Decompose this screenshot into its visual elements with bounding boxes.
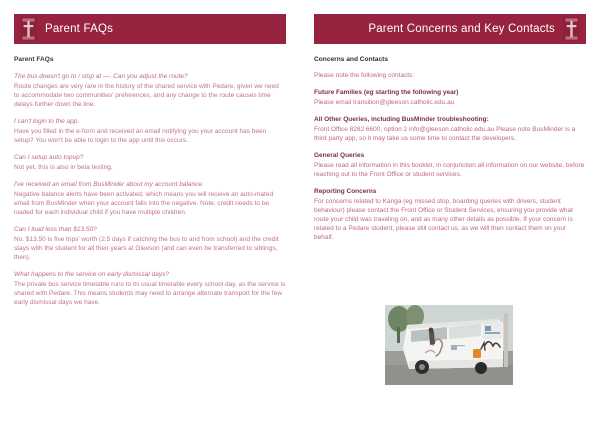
right-content <box>314 44 586 242</box>
faq-question: The bus doesn't go to / stop at —. Can you adjust the route? <box>14 73 188 80</box>
faq-item <box>14 270 286 307</box>
faq-question: Can I setup auto topup? <box>14 154 84 161</box>
crucifix-icon <box>20 17 37 41</box>
faq-item <box>14 180 286 217</box>
contact-block-body: Front Office 8282 6600, option 2 info@gleeson.catholic.edu.au Please note BusMinder is a third party app, so it may take us some time to contact the developers. <box>314 126 576 142</box>
contact-block-heading: All Other Queries, including BusMinder troubleshooting: <box>314 116 489 123</box>
contact-block-heading: Reporting Concerns <box>314 188 377 195</box>
contact-block <box>314 115 586 143</box>
left-content <box>14 44 286 307</box>
faq-item <box>14 225 286 262</box>
faq-item <box>14 117 286 145</box>
left-section-title: Parent FAQs <box>14 56 54 63</box>
faq-answer: Not yet, this is also in beta testing. <box>14 164 113 171</box>
contact-block <box>314 151 586 179</box>
contact-block <box>314 88 586 107</box>
kanga-bus-photo <box>385 305 513 385</box>
faq-answer: No. $13.50 is five trips' worth (2.5 days if catching the bus to and from school) and the credit stays with the student for all their years at Gleeson (and can even be transferred to siblings, then). <box>14 236 279 261</box>
contact-block-body: Please email transition@gleeson.catholic.edu.au <box>314 99 455 106</box>
contact-block <box>314 187 586 242</box>
faq-item <box>14 153 286 172</box>
crucifix-icon <box>563 17 580 41</box>
faq-answer: Have you filled in the e-form and received an email notifying you your account has been setup? You won't be able to login to the app until this occurs. <box>14 128 267 144</box>
left-header-banner <box>14 14 286 44</box>
faq-question: Can I load less than $13.50? <box>14 226 97 233</box>
faq-answer: The private bus service timetable runs to its usual timetable every school day, as the service is shared with Pedare. This means students may need to arrange alternate transport for the few early dismissal days we have. <box>14 281 286 306</box>
contact-block-heading: General Queries <box>314 152 365 159</box>
faq-item <box>14 72 286 109</box>
right-section-title: Concerns and Contacts <box>314 56 389 63</box>
left-header-title: Parent FAQs <box>45 23 114 35</box>
contact-block-body: Please read all information in this booklet, in conjunction all information on our website, before reaching out to the Front Office or student services. <box>314 162 585 178</box>
faq-question: I've received an email from BusMinder about my account balance. <box>14 181 204 188</box>
contact-block-heading: Future Families (eg starting the following year) <box>314 89 459 96</box>
faq-question: What happens to the service on early dismissal days? <box>14 271 169 278</box>
faq-answer: Negative balance alerts have been activated, which means you will receive an auto-mated email from BusMinder when your account falls into the negative. Note, credit needs to be loaded for each individual child if you have multiple children. <box>14 191 274 216</box>
right-header-banner <box>314 14 586 44</box>
right-header-title: Parent Concerns and Key Contacts <box>368 23 555 35</box>
faq-answer: Route changes are very rare in the history of the shared service with Pedare, given we need to accommodate two communities' preferences, and any change to the route causes time delays further down the line. <box>14 83 279 108</box>
faq-question: I can't login to the app. <box>14 118 80 125</box>
contacts-lead: Please note the following contacts: <box>314 72 415 79</box>
contact-block-body: For concerns related to Kanga (eg missed stop, boarding queries with drivers, student behaviour) please contact the Front Office or Student Services, ensuring you provide what route your child was traveling on, and as many other details as possible. If your concern is related to a Pedare student, please still contact us, as we will then contact them on your behalf. <box>314 198 573 241</box>
